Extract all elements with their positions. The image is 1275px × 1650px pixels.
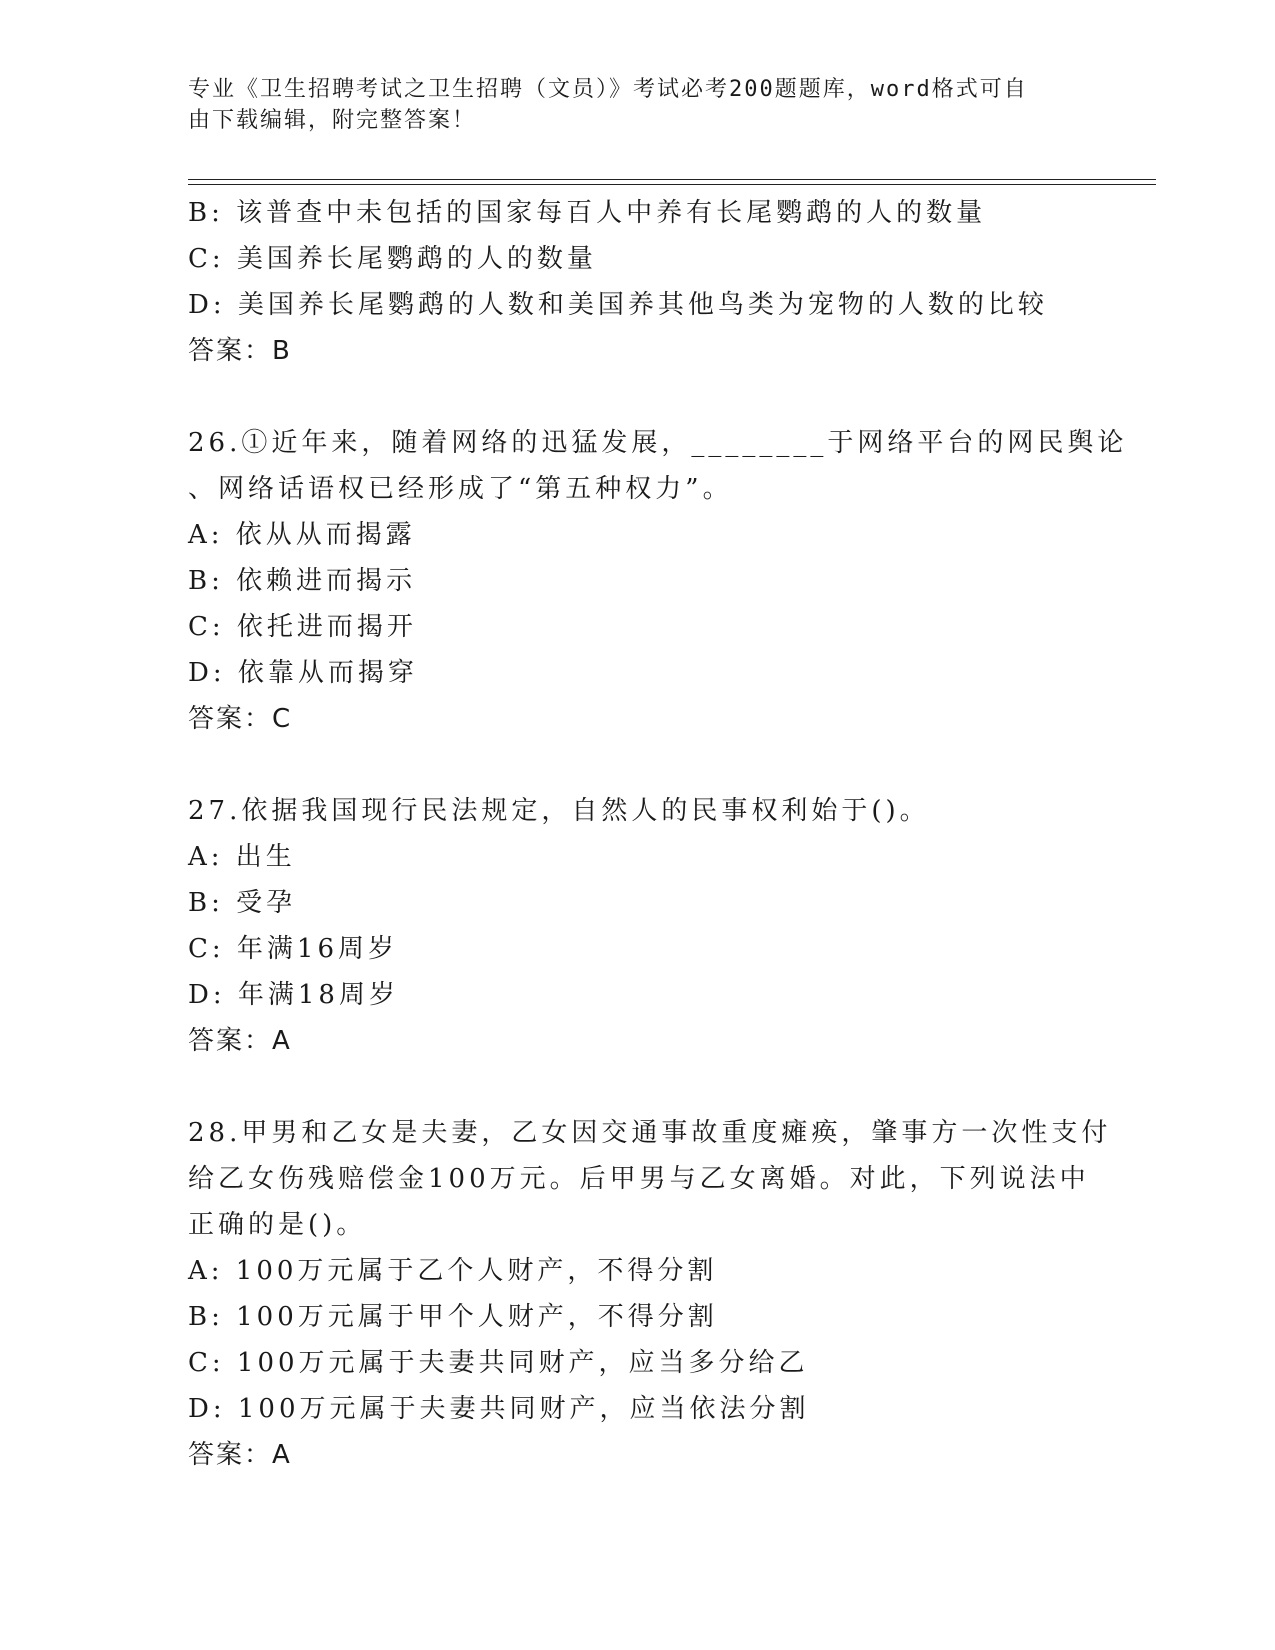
question-stem-line: 26.①近年来，随着网络的迅猛发展，________于网络平台的网民舆论 bbox=[188, 428, 1128, 458]
question-27 bbox=[188, 788, 1088, 1064]
header-divider-bottom bbox=[188, 184, 1156, 185]
option-c: C: 依托进而揭开 bbox=[188, 612, 417, 642]
answer-line: 答案：B bbox=[188, 336, 292, 366]
option-d: D: 年满18周岁 bbox=[188, 980, 399, 1010]
question-25 bbox=[188, 190, 1088, 374]
header-divider-top bbox=[188, 179, 1156, 180]
spacer bbox=[188, 374, 1088, 420]
question-stem-line: 、网络话语权已经形成了“第五种权力”。 bbox=[188, 474, 733, 504]
document-header bbox=[188, 74, 1068, 136]
option-b: B: 依赖进而揭示 bbox=[188, 566, 417, 596]
option-c: C: 美国养长尾鹦鹉的人的数量 bbox=[188, 244, 597, 274]
option-c: C: 年满16周岁 bbox=[188, 934, 399, 964]
question-stem-line: 28.甲男和乙女是夫妻，乙女因交通事故重度瘫痪，肇事方一次性支付 bbox=[188, 1118, 1112, 1148]
option-d: D: 依靠从而揭穿 bbox=[188, 658, 418, 688]
question-26 bbox=[188, 420, 1128, 742]
question-stem-line: 正确的是()。 bbox=[188, 1210, 367, 1240]
header-line-1: 专业《卫生招聘考试之卫生招聘（文员）》考试必考200题题库，word格式可自 bbox=[188, 77, 1028, 102]
spacer bbox=[188, 1064, 1088, 1110]
answer-line: 答案：C bbox=[188, 704, 293, 734]
option-b: B: 该普查中未包括的国家每百人中养有长尾鹦鹉的人的数量 bbox=[188, 198, 987, 228]
spacer bbox=[188, 742, 1088, 788]
option-d: D: 美国养长尾鹦鹉的人数和美国养其他鸟类为宠物的人数的比较 bbox=[188, 290, 1048, 320]
question-list bbox=[188, 190, 1128, 1478]
option-c: C: 100万元属于夫妻共同财产，应当多分给乙 bbox=[188, 1348, 809, 1378]
option-d: D: 100万元属于夫妻共同财产，应当依法分割 bbox=[188, 1394, 810, 1424]
option-a: A: 依从从而揭露 bbox=[188, 520, 416, 550]
answer-line: 答案：A bbox=[188, 1440, 292, 1470]
question-stem-line: 给乙女伤残赔偿金100万元。后甲男与乙女离婚。对此，下列说法中 bbox=[188, 1164, 1090, 1194]
option-b: B: 100万元属于甲个人财产，不得分割 bbox=[188, 1302, 718, 1332]
header-line-2: 由下载编辑，附完整答案！ bbox=[188, 108, 477, 133]
question-28 bbox=[188, 1110, 1112, 1478]
option-b: B: 受孕 bbox=[188, 888, 297, 918]
answer-line: 答案：A bbox=[188, 1026, 292, 1056]
question-stem-line: 27.依据我国现行民法规定，自然人的民事权利始于()。 bbox=[188, 796, 930, 826]
option-a: A: 100万元属于乙个人财产，不得分割 bbox=[188, 1256, 718, 1286]
option-a: A: 出生 bbox=[188, 842, 296, 872]
